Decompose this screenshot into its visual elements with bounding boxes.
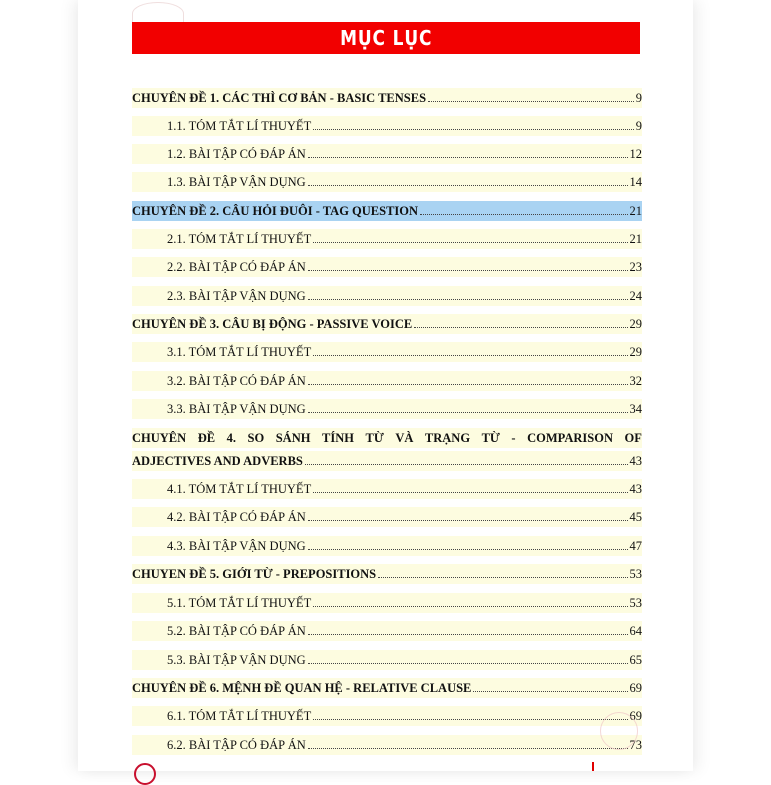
dot-leader bbox=[308, 520, 628, 521]
footer-logo bbox=[134, 763, 156, 785]
toc-page-number: 65 bbox=[629, 653, 642, 667]
toc-entry-label: CHUYEN ĐỀ 5. GIỚI TỪ - PREPOSITIONS bbox=[132, 567, 377, 581]
toc-page-number: 24 bbox=[629, 289, 642, 303]
toc-page-number: 64 bbox=[629, 624, 642, 638]
toc-section-entry[interactable] bbox=[132, 342, 642, 362]
toc-section-entry[interactable] bbox=[132, 229, 642, 249]
toc-entry-label: CHUYÊN ĐỀ 6. MỆNH ĐỀ QUAN HỆ - RELATIVE CLAUSE bbox=[132, 681, 472, 695]
toc-page-number: 69 bbox=[629, 681, 642, 695]
dot-leader bbox=[308, 270, 628, 271]
word: - bbox=[511, 431, 516, 445]
word: 4. bbox=[226, 431, 236, 445]
dot-leader bbox=[414, 327, 627, 328]
toc-entry-label: CHUYÊN ĐỀ 1. CÁC THÌ CƠ BẢN - BASIC TENSES bbox=[132, 91, 427, 105]
toc-page-number: 23 bbox=[629, 260, 642, 274]
watermark-stamp bbox=[600, 712, 638, 750]
toc-section-entry[interactable] bbox=[132, 257, 642, 277]
toc-entry-label: 4.3. BÀI TẬP VẬN DỤNG bbox=[167, 539, 306, 553]
dot-leader bbox=[308, 748, 628, 749]
toc-entry-label: 2.1. TÓM TẮT LÍ THUYẾT bbox=[167, 232, 312, 246]
toc-section-entry[interactable] bbox=[132, 116, 642, 136]
dot-leader bbox=[305, 464, 628, 465]
toc-section-entry[interactable] bbox=[132, 172, 642, 192]
toc-entry-label: 1.3. BÀI TẬP VẬN DỤNG bbox=[167, 175, 306, 189]
toc-page-number: 29 bbox=[629, 345, 642, 359]
dot-leader bbox=[308, 384, 628, 385]
word: TÍNH bbox=[322, 431, 354, 445]
word: TRẠNG bbox=[424, 431, 471, 445]
toc-entry-label: 6.2. BÀI TẬP CÓ ĐÁP ÁN bbox=[167, 738, 306, 752]
toc-entry-label: 4.1. TÓM TẮT LÍ THUYẾT bbox=[167, 482, 312, 496]
toc-page-number: 34 bbox=[629, 402, 642, 416]
toc-chapter-entry[interactable] bbox=[132, 201, 642, 221]
toc-page-number: 21 bbox=[629, 204, 642, 218]
toc-chapter-entry[interactable] bbox=[132, 678, 642, 698]
dot-leader bbox=[313, 129, 634, 130]
dot-leader bbox=[420, 214, 627, 215]
toc-entry-label: 2.3. BÀI TẬP VẬN DỤNG bbox=[167, 289, 306, 303]
dot-leader bbox=[378, 577, 627, 578]
dot-leader bbox=[308, 663, 628, 664]
toc-section-entry[interactable] bbox=[132, 144, 642, 164]
toc-entry-label: 3.1. TÓM TẮT LÍ THUYẾT bbox=[167, 345, 312, 359]
dot-leader bbox=[308, 549, 628, 550]
toc-page-number: 43 bbox=[629, 454, 642, 468]
footer-mark bbox=[592, 762, 594, 771]
toc-section-entry[interactable] bbox=[132, 593, 642, 613]
toc-entry-label: 2.2. BÀI TẬP CÓ ĐÁP ÁN bbox=[167, 260, 306, 274]
toc-section-entry[interactable] bbox=[132, 286, 642, 306]
toc-section-entry[interactable] bbox=[132, 650, 642, 670]
toc-title-banner bbox=[132, 22, 640, 54]
toc-entry-label: CHUYÊN ĐỀ 3. CÂU BỊ ĐỘNG - PASSIVE VOICE bbox=[132, 317, 413, 331]
toc-page-number: 53 bbox=[629, 567, 642, 581]
toc-entry-chapter-4-line-1[interactable] bbox=[132, 428, 642, 448]
toc-page-number: 29 bbox=[629, 317, 642, 331]
toc-chapter-entry[interactable] bbox=[132, 564, 642, 584]
dot-leader bbox=[308, 185, 628, 186]
toc-page-number: 14 bbox=[629, 175, 642, 189]
toc-entry-label: 3.3. BÀI TẬP VẬN DỤNG bbox=[167, 402, 306, 416]
word: OF bbox=[624, 431, 642, 445]
dot-leader bbox=[308, 157, 628, 158]
toc-page-number: 53 bbox=[629, 596, 642, 610]
toc-page-number: 47 bbox=[629, 539, 642, 553]
toc-entry-label: 1.1. TÓM TẮT LÍ THUYẾT bbox=[167, 119, 312, 133]
toc-entry-label: 3.2. BÀI TẬP CÓ ĐÁP ÁN bbox=[167, 374, 306, 388]
toc-section-entry[interactable] bbox=[132, 735, 642, 755]
toc-page-number: 32 bbox=[629, 374, 642, 388]
dot-leader bbox=[313, 492, 627, 493]
dot-leader bbox=[308, 412, 628, 413]
dot-leader bbox=[313, 355, 627, 356]
word: COMPARISON bbox=[527, 431, 614, 445]
toc-page-number: 9 bbox=[635, 91, 642, 105]
word: VÀ bbox=[395, 431, 414, 445]
toc-entry-label: 1.2. BÀI TẬP CÓ ĐÁP ÁN bbox=[167, 147, 306, 161]
toc-title: MỤC LỤC bbox=[339, 26, 433, 50]
toc-chapter-entry[interactable] bbox=[132, 451, 642, 471]
toc-page-number: 21 bbox=[629, 232, 642, 246]
word: CHUYÊN bbox=[132, 431, 187, 445]
dot-leader bbox=[308, 634, 628, 635]
toc-section-entry[interactable] bbox=[132, 479, 642, 499]
toc-page-number: 9 bbox=[635, 119, 642, 133]
dot-leader bbox=[313, 606, 627, 607]
toc-chapter-entry[interactable] bbox=[132, 314, 642, 334]
toc-entry-label: CHUYÊN ĐỀ 2. CÂU HỎI ĐUÔI - TAG QUESTION bbox=[132, 204, 419, 218]
toc-entry-label: 4.2. BÀI TẬP CÓ ĐÁP ÁN bbox=[167, 510, 306, 524]
toc-chapter-entry[interactable] bbox=[132, 88, 642, 108]
word: SO bbox=[247, 431, 265, 445]
toc-page-number: 69 bbox=[629, 709, 642, 723]
toc-entry-label: 5.1. TÓM TẮT LÍ THUYẾT bbox=[167, 596, 312, 610]
toc-entry-label: 5.2. BÀI TẬP CÓ ĐÁP ÁN bbox=[167, 624, 306, 638]
toc-page-number: 45 bbox=[629, 510, 642, 524]
dot-leader bbox=[473, 691, 627, 692]
toc-page-number: 43 bbox=[629, 482, 642, 496]
toc-page-number: 73 bbox=[629, 738, 642, 752]
toc-section-entry[interactable] bbox=[132, 507, 642, 527]
toc-section-entry[interactable] bbox=[132, 706, 642, 726]
dot-leader bbox=[428, 101, 634, 102]
word: TỪ bbox=[365, 431, 384, 445]
toc-page-number: 12 bbox=[629, 147, 642, 161]
dot-leader bbox=[313, 719, 627, 720]
toc-section-entry[interactable] bbox=[132, 536, 642, 556]
word: ĐỀ bbox=[197, 431, 216, 445]
toc-section-entry[interactable] bbox=[132, 399, 642, 419]
toc-section-entry[interactable] bbox=[132, 371, 642, 391]
toc-entry-label: 6.1. TÓM TẮT LÍ THUYẾT bbox=[167, 709, 312, 723]
toc-entry-label: 5.3. BÀI TẬP VẬN DỤNG bbox=[167, 653, 306, 667]
word: TỪ bbox=[481, 431, 500, 445]
word: SÁNH bbox=[275, 431, 311, 445]
dot-leader bbox=[313, 242, 627, 243]
toc-entry-label: ADJECTIVES AND ADVERBS bbox=[132, 454, 303, 468]
toc-section-entry[interactable] bbox=[132, 621, 642, 641]
dot-leader bbox=[308, 299, 628, 300]
